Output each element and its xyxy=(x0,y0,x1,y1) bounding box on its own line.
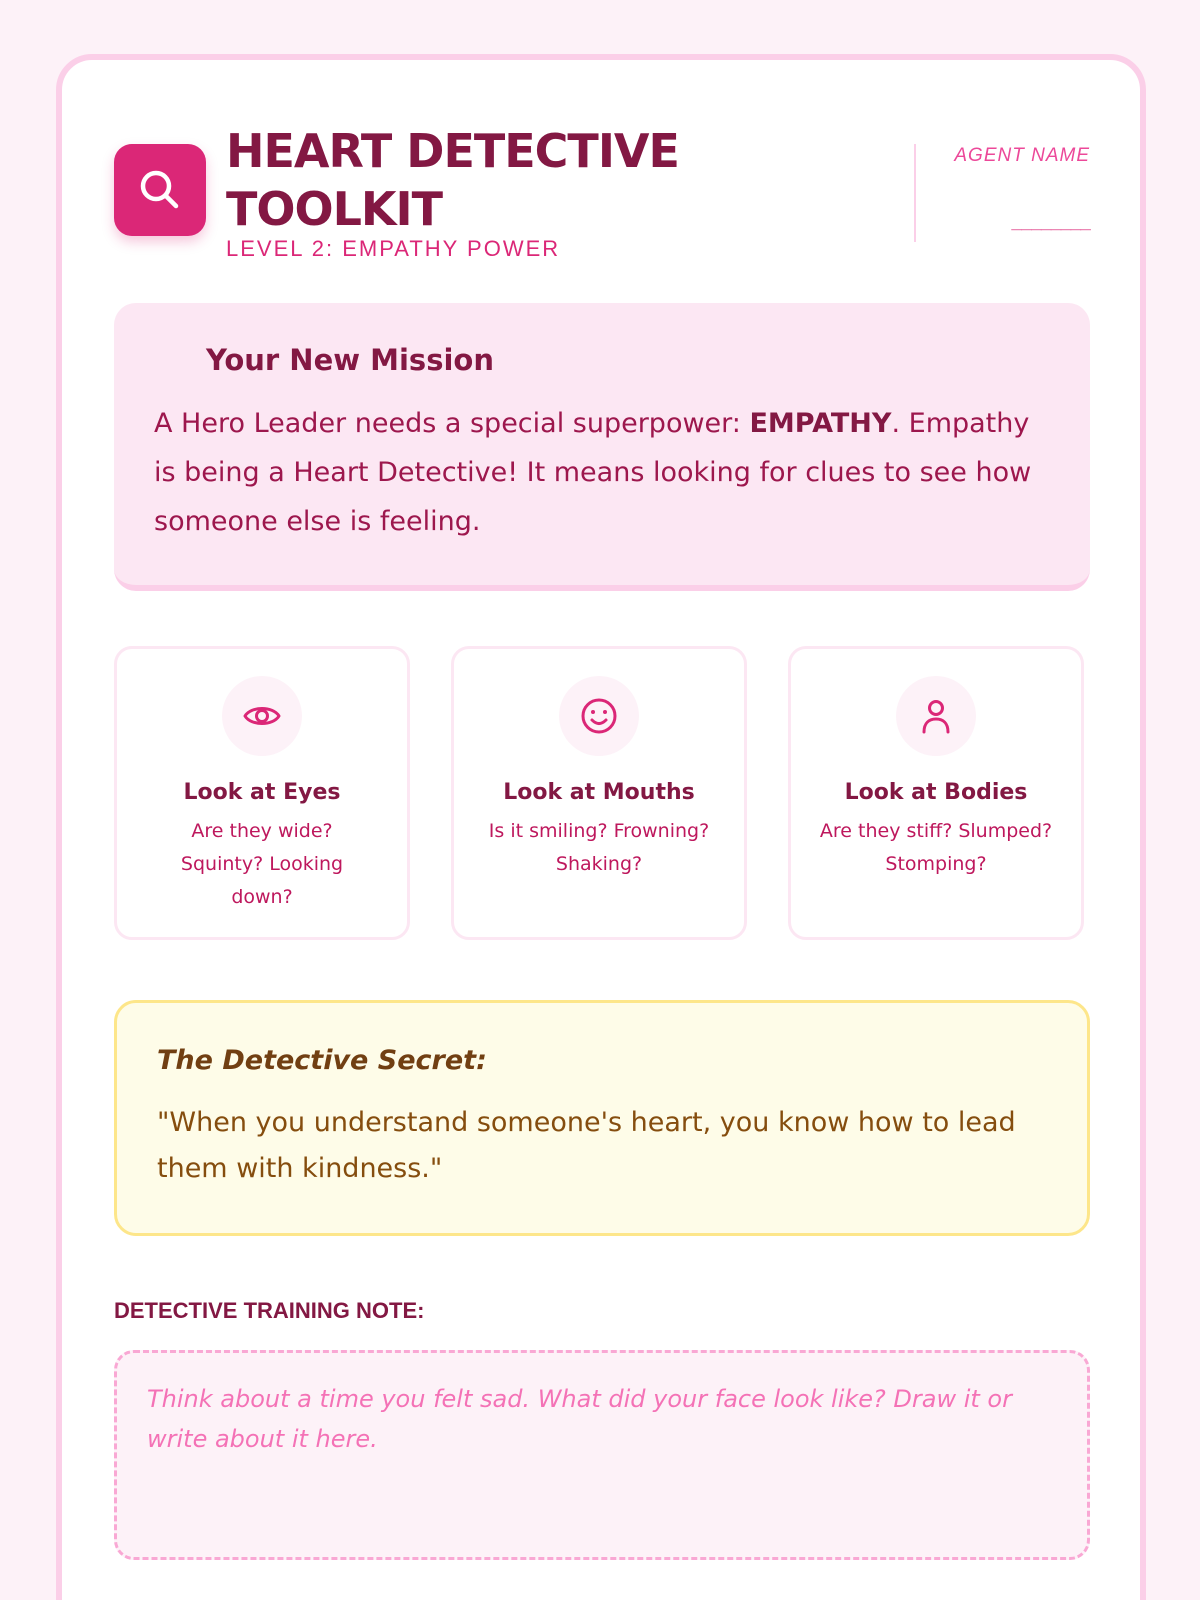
mission-panel xyxy=(114,303,1090,591)
clue-card-bodies xyxy=(788,646,1084,940)
training-note-label: DETECTIVE TRAINING NOTE: xyxy=(114,1298,425,1323)
clue-description: Are they stiff? Slumped? Stomping? xyxy=(819,820,1053,875)
magnifying-glass-icon xyxy=(136,166,184,214)
person-icon xyxy=(916,696,956,736)
agent-name-label: AGENT NAME xyxy=(954,145,1090,166)
mission-title: Your New Mission xyxy=(206,343,494,377)
clue-icon-circle xyxy=(222,676,302,756)
clue-title: Look at Eyes xyxy=(183,780,341,805)
clue-description: Are they wide? Squinty? Looking down? xyxy=(180,820,344,908)
clue-card-eyes xyxy=(114,646,410,940)
clue-card-mouths xyxy=(451,646,747,940)
mission-text-after: . Empathy is being a Heart Detective! It means looking for clues to see how someone else is feeling. xyxy=(154,408,1032,537)
mission-text xyxy=(154,399,1052,546)
agent-name-field[interactable]: ________ xyxy=(1011,210,1090,231)
smile-icon xyxy=(579,696,619,736)
page-subtitle: LEVEL 2: EMPATHY POWER xyxy=(226,236,561,261)
eye-icon xyxy=(242,696,282,736)
mission-highlight: EMPATHY xyxy=(749,408,892,439)
toolkit-card xyxy=(56,54,1146,1600)
clue-title: Look at Mouths xyxy=(503,780,695,805)
header-divider xyxy=(914,144,916,242)
detective-secret-panel xyxy=(114,1000,1090,1236)
secret-title: The Detective Secret: xyxy=(157,1045,487,1076)
clue-icon-circle xyxy=(896,676,976,756)
logo-badge xyxy=(114,144,206,236)
training-note-area[interactable]: Think about a time you felt sad. What did your face look like? Draw it or write about it here. xyxy=(114,1350,1090,1560)
page-title: HEART DETECTIVE TOOLKIT xyxy=(226,124,679,236)
mission-text-before: A Hero Leader needs a special superpower: xyxy=(154,408,750,439)
clue-title: Look at Bodies xyxy=(844,780,1028,805)
secret-quote: "When you understand someone's heart, you know how to lead them with kindness." xyxy=(157,1107,1016,1184)
clue-description: Is it smiling? Frowning? Shaking? xyxy=(488,820,710,875)
clue-icon-circle xyxy=(559,676,639,756)
